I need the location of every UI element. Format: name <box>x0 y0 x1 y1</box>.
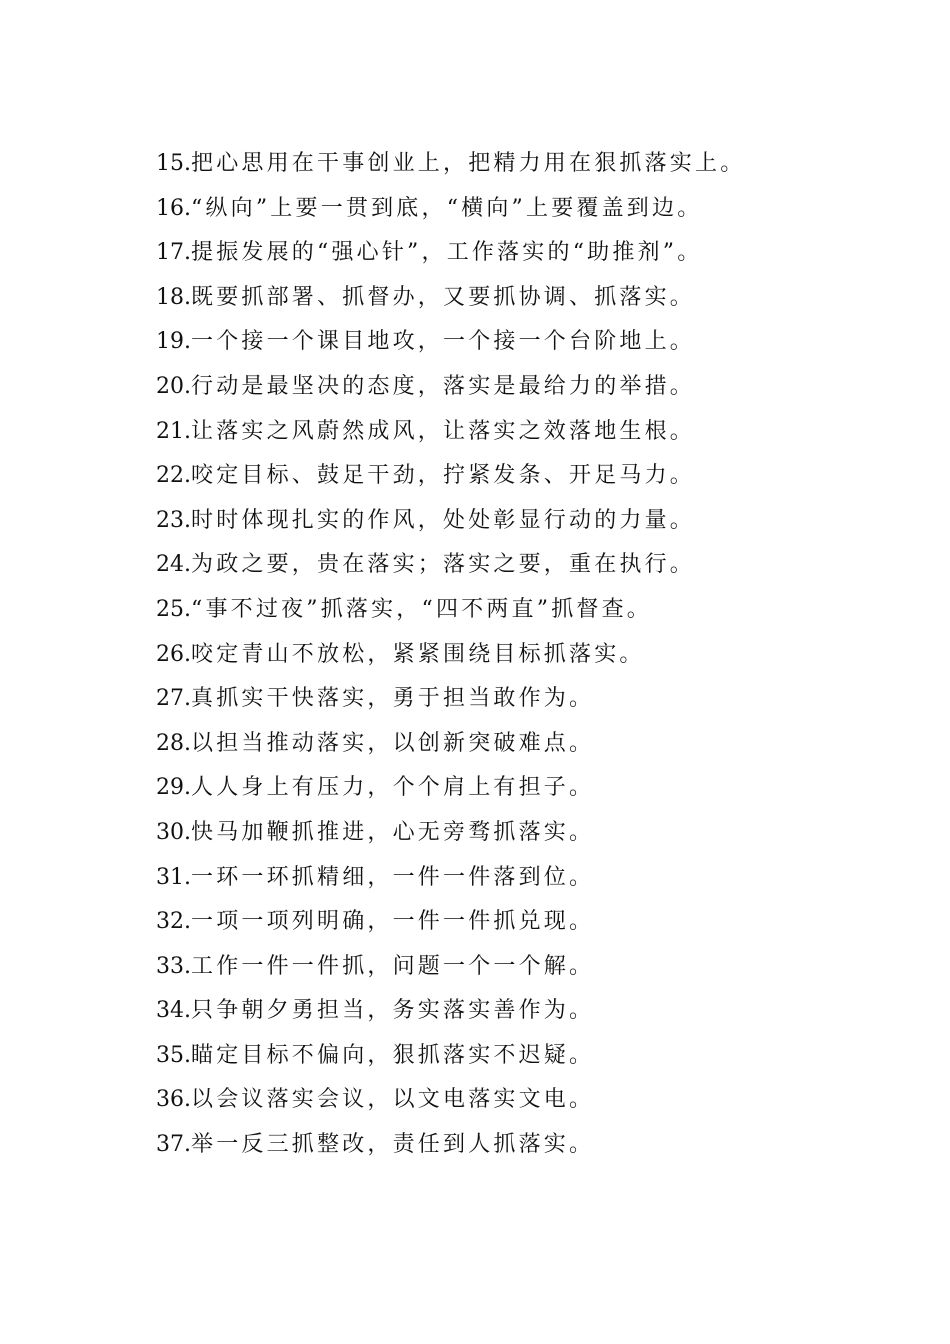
list-item <box>156 276 745 321</box>
item-number: 16. <box>156 195 191 221</box>
list-item <box>156 365 745 410</box>
item-text: 快马加鞭抓推进，心无旁骛抓落实。 <box>191 819 595 845</box>
item-text: 一环一环抓精细，一件一件落到位。 <box>191 864 595 890</box>
list-item <box>156 633 745 678</box>
item-text: 让落实之风蔚然成风，让落实之效落地生根。 <box>191 418 696 444</box>
item-text: 咬定青山不放松，紧紧围绕目标抓落实。 <box>191 641 645 667</box>
item-text: 人人身上有压力，个个肩上有担子。 <box>191 775 595 801</box>
item-number: 22. <box>156 463 191 489</box>
item-text: 举一反三抓整改，责任到人抓落实。 <box>191 1132 595 1158</box>
item-text: 只争朝夕勇担当，务实落实善作为。 <box>191 998 595 1024</box>
list-item <box>156 1034 745 1079</box>
item-text: 一个接一个课目地攻，一个接一个台阶地上。 <box>191 329 696 355</box>
item-text: 咬定目标、鼓足干劲，拧紧发条、开足马力。 <box>191 463 696 489</box>
item-text: 瞄定目标不偏向，狠抓落实不迟疑。 <box>191 1042 595 1068</box>
list-item <box>156 454 745 499</box>
item-number: 31. <box>156 864 191 890</box>
list-item <box>156 187 745 232</box>
item-number: 17. <box>156 240 191 266</box>
list-item <box>156 989 745 1034</box>
list-item <box>156 856 745 901</box>
item-text: 把心思用在干事创业上，把精力用在狠抓落实上。 <box>191 151 746 176</box>
list-item <box>156 811 745 856</box>
item-number: 37. <box>156 1132 191 1158</box>
list-item <box>156 1078 745 1123</box>
item-number: 36. <box>156 1087 191 1113</box>
item-number: 25. <box>156 596 191 622</box>
list-item <box>156 766 745 811</box>
list-item <box>156 320 745 365</box>
item-text: “纵向”上要一贯到底，“横向”上要覆盖到边。 <box>191 195 703 221</box>
item-text: 既要抓部署、抓督办，又要抓协调、抓落实。 <box>191 284 696 310</box>
list-item <box>156 588 745 633</box>
item-number: 24. <box>156 552 191 578</box>
item-text: 一项一项列明确，一件一件抓兑现。 <box>191 909 595 935</box>
item-number: 19. <box>156 329 191 355</box>
item-text: 时时体现扎实的作风，处处彰显行动的力量。 <box>191 507 696 533</box>
item-number: 21. <box>156 418 191 444</box>
list-item <box>156 142 745 187</box>
item-text: 提振发展的“强心针”，工作落实的“助推剂”。 <box>191 240 703 266</box>
list-item <box>156 410 745 455</box>
item-number: 20. <box>156 373 191 399</box>
list-item <box>156 722 745 767</box>
item-number: 18. <box>156 284 191 310</box>
item-number: 34. <box>156 998 191 1024</box>
item-number: 26. <box>156 641 191 667</box>
list-item <box>156 945 745 990</box>
item-text: 以担当推动落实，以创新突破难点。 <box>191 730 595 756</box>
item-number: 33. <box>156 953 191 979</box>
slogan-list <box>156 142 745 1168</box>
item-number: 29. <box>156 775 191 801</box>
list-item <box>156 900 745 945</box>
item-number: 32. <box>156 909 191 935</box>
item-text: 以会议落实会议，以文电落实文电。 <box>191 1087 595 1113</box>
item-number: 27. <box>156 686 191 712</box>
item-text: 真抓实干快落实，勇于担当敢作为。 <box>191 686 595 712</box>
item-text: 行动是最坚决的态度，落实是最给力的举措。 <box>191 373 696 399</box>
item-number: 30. <box>156 819 191 845</box>
list-item <box>156 677 745 722</box>
item-text: “事不过夜”抓落实，“四不两直”抓督查。 <box>191 596 652 622</box>
list-item <box>156 231 745 276</box>
item-number: 35. <box>156 1042 191 1068</box>
list-item <box>156 1123 745 1168</box>
list-item <box>156 499 745 544</box>
item-text: 工作一件一件抓，问题一个一个解。 <box>191 953 595 979</box>
list-item <box>156 543 745 588</box>
item-number: 23. <box>156 507 191 533</box>
item-number: 15. <box>156 151 191 176</box>
item-number: 28. <box>156 730 191 756</box>
item-text: 为政之要，贵在落实；落实之要，重在执行。 <box>191 552 696 578</box>
